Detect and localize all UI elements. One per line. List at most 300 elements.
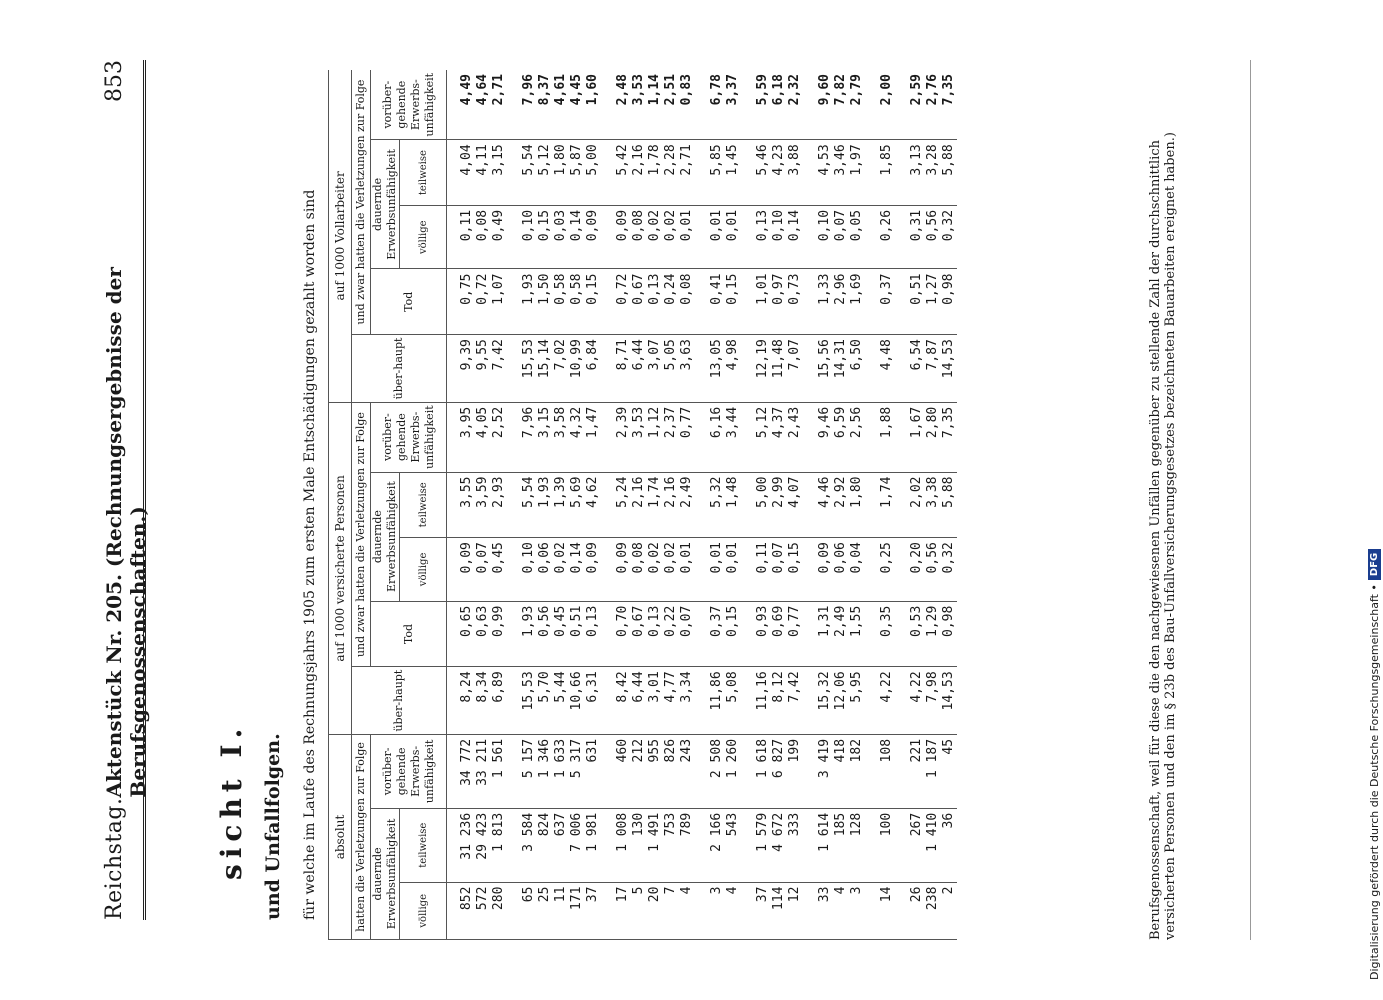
table-cell (803, 808, 817, 882)
table-cell: 8,71 (615, 335, 631, 403)
table-cell: 4,22 (879, 667, 895, 735)
table-cell: 3 584 (521, 808, 537, 882)
table-cell: 1,47 (585, 402, 601, 472)
table-cell (895, 734, 909, 808)
table-cell: 1 614 (817, 808, 833, 882)
table-cell (601, 70, 615, 140)
table-cell: 4,11 (475, 140, 491, 206)
table-cell: 37 (585, 882, 601, 939)
table-cell (865, 269, 879, 335)
table-cell: 128 (849, 808, 865, 882)
table-cell (803, 402, 817, 472)
table-cell: 0,51 (909, 269, 925, 335)
table-cell: 955 (647, 734, 663, 808)
table-cell: 1,60 (585, 70, 601, 140)
table-cell: 26 (909, 882, 925, 939)
table-cell: 4,53 (817, 140, 833, 206)
table-cell (507, 882, 521, 939)
table-cell (865, 140, 879, 206)
table-cell: 221 (909, 734, 925, 808)
table-cell: 0,24 (663, 269, 679, 335)
table-cell: 0,32 (941, 538, 957, 602)
table-cell: 185 (833, 808, 849, 882)
table-cell: 0,01 (709, 538, 725, 602)
table-cell: 1,93 (521, 269, 537, 335)
table-cell: 1,93 (537, 472, 553, 538)
table-cell (741, 269, 755, 335)
running-header (102, 60, 150, 920)
table-cell (601, 601, 615, 667)
table-cell: 0,14 (569, 538, 585, 602)
table-cell: 0,05 (849, 205, 865, 269)
table-gap-row (601, 70, 615, 940)
table-cell: 1,33 (817, 269, 833, 335)
table-cell: 824 (537, 808, 553, 882)
table-cell: 3 419 (817, 734, 833, 808)
table-cell: 2,71 (679, 140, 695, 206)
table-cell (601, 402, 615, 472)
table-cell (601, 882, 615, 939)
table-cell: 1,93 (521, 601, 537, 667)
table-cell: 8,37 (537, 70, 553, 140)
table-cell: 1,39 (553, 472, 569, 538)
table-cell: 4 672 (771, 808, 787, 882)
table-cell: 1,27 (925, 269, 941, 335)
table-cell: 11,86 (709, 667, 725, 735)
table-cell: 789 (679, 808, 695, 882)
table-cell: 5,46 (755, 140, 771, 206)
table-cell: 4,98 (725, 335, 741, 403)
table-cell: 5,32 (709, 472, 725, 538)
col-ueberhaupt-1: über-haupt (352, 667, 447, 735)
group-per-1000-insured: auf 1000 versicherte Personen (329, 402, 352, 734)
table-cell: 1 491 (647, 808, 663, 882)
table-cell: 0,06 (537, 538, 553, 602)
table-cell (895, 269, 909, 335)
table-cell (695, 269, 709, 335)
table-cell: 0,65 (447, 601, 476, 667)
table-cell: 4 (679, 882, 695, 939)
table-cell: 1 579 (755, 808, 771, 882)
table-row (817, 70, 833, 940)
table-cell: 0,09 (585, 205, 601, 269)
table-cell: 2,43 (787, 402, 803, 472)
table-cell: 1 260 (725, 734, 741, 808)
table-cell: 0,53 (909, 601, 925, 667)
table-cell: 171 (569, 882, 585, 939)
table-cell: 3,13 (909, 140, 925, 206)
table-cell (507, 667, 521, 735)
table-cell: 0,11 (447, 205, 476, 269)
table-cell: 0,15 (787, 538, 803, 602)
table-cell: 5,12 (755, 402, 771, 472)
table-cell: 3,95 (447, 402, 476, 472)
table-cell: 0,13 (755, 205, 771, 269)
table-cell (695, 472, 709, 538)
table-cell: 0,15 (725, 601, 741, 667)
table-cell: 0,15 (585, 269, 601, 335)
table-cell: 14,31 (833, 335, 849, 403)
table-cell: 0,02 (663, 205, 679, 269)
table-cell: 0,15 (725, 269, 741, 335)
table-cell (601, 667, 615, 735)
table-cell: 2,16 (663, 472, 679, 538)
group-per-1000-fulltime: auf 1000 Vollarbeiter (329, 70, 352, 402)
table-cell: 5,70 (537, 667, 553, 735)
table-cell: 0,37 (879, 269, 895, 335)
table-cell: 6,84 (585, 335, 601, 403)
table-cell (803, 140, 817, 206)
table-cell: 4,46 (817, 472, 833, 538)
table-cell: 34 772 (447, 734, 476, 808)
table-cell: 17 (615, 882, 631, 939)
table-cell: 543 (725, 808, 741, 882)
col-dauernde-b: dauernde Erwerbsunfähigkeit (371, 472, 400, 601)
table-cell: 8,24 (447, 667, 476, 735)
table-cell: 1,14 (647, 70, 663, 140)
table-cell (895, 472, 909, 538)
table-cell: 572 (475, 882, 491, 939)
table-cell: 2,93 (491, 472, 507, 538)
table-row (925, 70, 941, 940)
table-cell: 15,32 (817, 667, 833, 735)
table-cell: 1,78 (647, 140, 663, 206)
table-cell: 100 (879, 808, 895, 882)
table-cell: 2,00 (879, 70, 895, 140)
table-cell: 0,20 (909, 538, 925, 602)
table-cell: 2,49 (679, 472, 695, 538)
table-cell: 1 633 (553, 734, 569, 808)
table-cell (741, 472, 755, 538)
table-cell: 1,80 (553, 140, 569, 206)
table-cell: 0,83 (679, 70, 695, 140)
table-cell: 2,99 (771, 472, 787, 538)
table-cell: 0,77 (679, 402, 695, 472)
table-cell (507, 734, 521, 808)
table-cell: 1,74 (879, 472, 895, 538)
table-cell: 0,01 (725, 205, 741, 269)
table-caption: für welche im Laufe des Rechnungsjahrs 1905 zum ersten Male Entschädigungen gezahlt worden sind (302, 189, 318, 920)
table-cell: 6,44 (631, 667, 647, 735)
table-cell: 37 (755, 882, 771, 939)
table-cell (803, 667, 817, 735)
col-voellige-c: völlige (400, 205, 447, 269)
table-cell (695, 667, 709, 735)
table-cell: 5,00 (755, 472, 771, 538)
table-cell: 5,54 (521, 140, 537, 206)
col-tod-2: Tod (371, 269, 447, 335)
table-cell: 114 (771, 882, 787, 939)
table-cell: 0,02 (663, 538, 679, 602)
table-cell: 9,55 (475, 335, 491, 403)
table-cell: 33 (817, 882, 833, 939)
table-row (569, 70, 585, 940)
table-row (521, 70, 537, 940)
col-voellige-a: völlige (400, 882, 447, 939)
table-cell: 2,56 (849, 402, 865, 472)
table-cell (741, 808, 755, 882)
table-cell: 5,54 (521, 472, 537, 538)
table-cell: 1,85 (879, 140, 895, 206)
table-row (833, 70, 849, 940)
table-cell: 2,28 (663, 140, 679, 206)
table-cell: 0,58 (569, 269, 585, 335)
table-gap-row (695, 70, 709, 940)
table-cell: 852 (447, 882, 476, 939)
table-cell: 280 (491, 882, 507, 939)
table-cell (865, 601, 879, 667)
header-middle: Aktenstück Nr. 205. (Rechnungsergebnisse der Berufsgenossenschaften.) (102, 267, 150, 798)
table-cell: 0,13 (647, 269, 663, 335)
table-cell: 0,02 (647, 205, 663, 269)
table-cell (695, 402, 709, 472)
table-cell: 11 (553, 882, 569, 939)
table-cell: 3,37 (725, 70, 741, 140)
table-cell: 29 423 (475, 808, 491, 882)
table-cell: 3,46 (833, 140, 849, 206)
table-cell: 5,88 (941, 140, 957, 206)
table-cell: 1,55 (849, 601, 865, 667)
table-cell: 0,11 (755, 538, 771, 602)
table-cell: 130 (631, 808, 647, 882)
table-cell: 14,53 (941, 335, 957, 403)
table-cell: 3,58 (553, 402, 569, 472)
col-voellige-b: völlige (400, 538, 447, 602)
table-cell: 8,34 (475, 667, 491, 735)
table-cell (741, 335, 755, 403)
table-cell: 0,56 (925, 205, 941, 269)
table-cell: 7,82 (833, 70, 849, 140)
table-cell (507, 335, 521, 403)
table-cell: 0,56 (537, 601, 553, 667)
table-cell: 0,22 (663, 601, 679, 667)
table-cell: 5,08 (725, 667, 741, 735)
table-cell (865, 667, 879, 735)
sub-header-hatten: hatten die Verletzungen zur Folge (352, 734, 371, 939)
table-cell: 5 (631, 882, 647, 939)
table-row (585, 70, 601, 940)
table-cell: 15,56 (817, 335, 833, 403)
table-cell (507, 472, 521, 538)
table-cell (507, 269, 521, 335)
table-row (647, 70, 663, 940)
table-cell: 6,31 (585, 667, 601, 735)
table-cell: 1 981 (585, 808, 601, 882)
table-cell (741, 601, 755, 667)
table-cell (803, 734, 817, 808)
table-cell: 2 508 (709, 734, 725, 808)
table-cell: 7,07 (787, 335, 803, 403)
table-cell: 2,32 (787, 70, 803, 140)
table-cell: 1,69 (849, 269, 865, 335)
table-cell: 0,15 (537, 205, 553, 269)
table-cell (741, 882, 755, 939)
table-cell: 4,32 (569, 402, 585, 472)
table-cell: 418 (833, 734, 849, 808)
table-row (941, 70, 957, 940)
table-cell: 2,76 (925, 70, 941, 140)
table-cell: 5,05 (663, 335, 679, 403)
table-cell: 0,37 (709, 601, 725, 667)
table-gap-row (803, 70, 817, 940)
table-cell: 6,16 (709, 402, 725, 472)
table-cell (741, 734, 755, 808)
table-cell: 0,02 (647, 538, 663, 602)
table-row (909, 70, 925, 940)
table-cell: 8,42 (615, 667, 631, 735)
table-cell: 0,13 (585, 601, 601, 667)
table-cell: 36 (941, 808, 957, 882)
table-cell: 0,35 (879, 601, 895, 667)
table-cell: 4,07 (787, 472, 803, 538)
table-cell (601, 808, 615, 882)
table-cell: 33 211 (475, 734, 491, 808)
table-cell: 3 (849, 882, 865, 939)
table-cell: 7,02 (553, 335, 569, 403)
table-cell: 13,05 (709, 335, 725, 403)
col-dauernde-a: dauernde Erwerbsunfähigkeit (371, 808, 400, 939)
table-cell: 0,09 (615, 538, 631, 602)
table-cell: 15,53 (521, 335, 537, 403)
table-cell: 631 (585, 734, 601, 808)
table-cell: 0,13 (647, 601, 663, 667)
table-cell: 4,23 (771, 140, 787, 206)
table-row (447, 70, 476, 940)
table-cell (895, 667, 909, 735)
table-cell: 4,22 (909, 667, 925, 735)
table-cell (803, 882, 817, 939)
table-cell: 7,96 (521, 402, 537, 472)
table-cell: 182 (849, 734, 865, 808)
table-cell (865, 70, 879, 140)
table-cell (507, 70, 521, 140)
table-row (787, 70, 803, 940)
header-rule (143, 60, 146, 920)
table-cell (803, 601, 817, 667)
table-cell: 7 (663, 882, 679, 939)
table-cell (601, 538, 615, 602)
table-cell: 1,48 (725, 472, 741, 538)
col-teilweise-a: teilweise (400, 808, 447, 882)
table-cell: 0,09 (447, 538, 476, 602)
table-cell: 0,08 (631, 205, 647, 269)
page-subtitle: und Unfallfolgen. (262, 733, 284, 920)
table-cell: 3,63 (679, 335, 695, 403)
col-ueberhaupt-2: über-haupt (352, 335, 447, 403)
table-cell: 0,67 (631, 601, 647, 667)
table-cell: 1,31 (817, 601, 833, 667)
table-cell: 4 (725, 882, 741, 939)
table-cell: 1,12 (647, 402, 663, 472)
table-cell (507, 808, 521, 882)
table-row (879, 70, 895, 940)
table-cell: 6,54 (909, 335, 925, 403)
page-number: 853 (102, 60, 127, 102)
table-cell: 4,64 (475, 70, 491, 140)
table-cell (865, 538, 879, 602)
table-cell (865, 205, 879, 269)
table-cell (865, 882, 879, 939)
table-cell: 5,44 (553, 667, 569, 735)
table-cell: 4,05 (475, 402, 491, 472)
table-cell: 7,42 (787, 667, 803, 735)
table-cell (507, 538, 521, 602)
table-cell: 333 (787, 808, 803, 882)
table-cell: 65 (521, 882, 537, 939)
table-cell: 15,14 (537, 335, 553, 403)
table-cell: 10,99 (569, 335, 585, 403)
table-cell: 0,69 (771, 601, 787, 667)
table-cell: 1,07 (491, 269, 507, 335)
table-cell: 267 (909, 808, 925, 882)
table-cell: 0,25 (879, 538, 895, 602)
statistics-table (328, 70, 957, 940)
table-cell (895, 402, 909, 472)
table-cell: 2,80 (925, 402, 941, 472)
table-cell: 2 (941, 882, 957, 939)
table-cell: 6,89 (491, 667, 507, 735)
table-cell (601, 140, 615, 206)
table-gap-row (507, 70, 521, 940)
table-cell: 3,07 (647, 335, 663, 403)
table-cell: 0,04 (849, 538, 865, 602)
table-cell (895, 140, 909, 206)
table-cell: 2 166 (709, 808, 725, 882)
table-cell (803, 472, 817, 538)
table-cell: 0,63 (475, 601, 491, 667)
table-cell: 0,14 (787, 205, 803, 269)
table-cell: 0,58 (553, 269, 569, 335)
dfg-logo: DFG (1368, 549, 1381, 580)
table-cell: 0,07 (833, 205, 849, 269)
table-cell: 2,51 (663, 70, 679, 140)
table-cell: 199 (787, 734, 803, 808)
table-cell: 2,79 (849, 70, 865, 140)
table-cell: 4,61 (553, 70, 569, 140)
table-cell: 9,60 (817, 70, 833, 140)
table-cell: 2,16 (631, 472, 647, 538)
table-cell: 10,66 (569, 667, 585, 735)
col-voruebergehende-b: vorüber-gehende Erwerbs-unfähigkeit (371, 402, 447, 472)
table-cell: 1 561 (491, 734, 507, 808)
table-cell: 4,45 (569, 70, 585, 140)
table-cell: 12,06 (833, 667, 849, 735)
table-row (491, 70, 507, 940)
table-cell: 2,92 (833, 472, 849, 538)
table-cell: 0,32 (941, 205, 957, 269)
table-cell: 0,98 (941, 601, 957, 667)
table-cell: 1,88 (879, 402, 895, 472)
table-cell: 0,09 (585, 538, 601, 602)
table-cell: 4 (833, 882, 849, 939)
table-cell: 0,99 (491, 601, 507, 667)
table-cell: 6 827 (771, 734, 787, 808)
table-cell (601, 734, 615, 808)
table-cell: 0,08 (679, 269, 695, 335)
table-cell: 0,09 (817, 538, 833, 602)
table-cell: 5,00 (585, 140, 601, 206)
table-cell: 5,59 (755, 70, 771, 140)
table-cell: 2,16 (631, 140, 647, 206)
table-cell: 2,39 (615, 402, 631, 472)
table-cell: 3,01 (647, 667, 663, 735)
table-cell: 1,97 (849, 140, 865, 206)
table-gap-row (865, 70, 879, 940)
table-gap-row (895, 70, 909, 940)
table-cell: 6,44 (631, 335, 647, 403)
table-cell: 2,71 (491, 70, 507, 140)
table-cell: 4,37 (771, 402, 787, 472)
